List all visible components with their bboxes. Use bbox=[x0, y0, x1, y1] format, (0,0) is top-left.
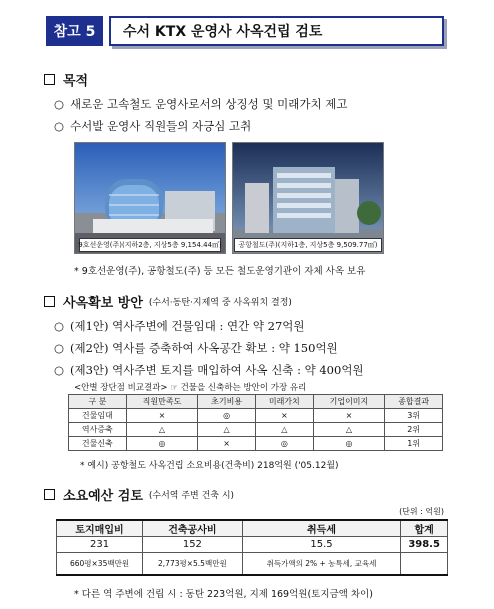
document-title: 수서 KTX 운영사 사옥건립 검토 bbox=[109, 16, 444, 46]
circle-bullet-icon: ○ bbox=[54, 119, 65, 133]
table-header-cell: 합계 bbox=[401, 520, 448, 537]
section-title: 사옥확보 방안 bbox=[63, 296, 143, 311]
table-cell: ◎ bbox=[126, 437, 198, 451]
plan-bullet-2: ○ (제2안) 역사를 증축하여 사옥공간 확보 : 약 150억원 bbox=[54, 341, 338, 355]
table-cell: × bbox=[126, 409, 198, 423]
table-cell: 역사증축 bbox=[69, 423, 127, 437]
table-cell: × bbox=[198, 437, 256, 451]
circle-bullet-icon: ○ bbox=[54, 319, 65, 333]
section-subtitle: (수서·동탄·지제역 중 사옥위치 결정) bbox=[148, 298, 292, 308]
table-row bbox=[69, 437, 443, 451]
purpose-bullet-2: ○ 수서발 운영사 직원들의 자긍심 고취 bbox=[54, 119, 252, 133]
table-cell: 취득가액의 2% + 농특세, 교육세 bbox=[242, 553, 401, 575]
table-cell: 231 bbox=[57, 537, 143, 553]
square-bullet-icon bbox=[44, 296, 55, 307]
table-cell: ◎ bbox=[313, 437, 385, 451]
purpose-bullet-1: ○ 새로운 고속철도 운영사로서의 상징성 및 미래가치 제고 bbox=[54, 97, 348, 111]
table-header-cell: 기업이미지 bbox=[313, 395, 385, 409]
table-header-cell: 구 분 bbox=[69, 395, 127, 409]
photo-caption-line9: 9호선운영(주)(지하2층, 지상5층 9,154.44㎡) bbox=[79, 238, 221, 252]
section-purpose-heading bbox=[44, 70, 88, 89]
table-cell: ◎ bbox=[198, 409, 256, 423]
table-row bbox=[69, 423, 443, 437]
table-header-cell: 직원만족도 bbox=[126, 395, 198, 409]
section-title: 목적 bbox=[63, 74, 89, 89]
table-cell: 1위 bbox=[385, 437, 443, 451]
reference-tag: 참고 5 bbox=[46, 16, 103, 46]
table-cell: △ bbox=[255, 423, 313, 437]
table-header-cell: 토지매입비 bbox=[57, 520, 143, 537]
table-cell: 15.5 bbox=[242, 537, 401, 553]
comparison-table bbox=[68, 394, 443, 451]
table-header-cell: 종합결과 bbox=[385, 395, 443, 409]
table-cell: × bbox=[255, 409, 313, 423]
table-header-row bbox=[69, 395, 443, 409]
section-budget-heading bbox=[44, 485, 234, 504]
table-cell: △ bbox=[198, 423, 256, 437]
plan-bullet-3: ○ (제3안) 역사주변 토지를 매입하여 사옥 신축 : 약 400억원 bbox=[54, 363, 364, 377]
table-cell: 2위 bbox=[385, 423, 443, 437]
circle-bullet-icon: ○ bbox=[54, 97, 65, 111]
square-bullet-icon bbox=[44, 74, 55, 85]
table-cell: 3위 bbox=[385, 409, 443, 423]
table-cell: × bbox=[313, 409, 385, 423]
table-cell: 152 bbox=[143, 537, 243, 553]
table-row bbox=[57, 537, 448, 553]
table-cell: △ bbox=[126, 423, 198, 437]
table-row bbox=[69, 409, 443, 423]
section-subtitle: (수서역 주변 건축 시) bbox=[148, 491, 235, 501]
table-cell: 2,773평×5.5백만원 bbox=[143, 553, 243, 575]
table-row bbox=[57, 553, 448, 575]
table-header-cell: 초기비용 bbox=[198, 395, 256, 409]
section1-note: * 9호선운영(주), 공항철도(주) 등 모든 철도운영기관이 자체 사옥 보유 bbox=[74, 266, 366, 277]
circle-bullet-icon: ○ bbox=[54, 363, 65, 377]
table-header-row bbox=[57, 520, 448, 537]
table-header-cell: 건축공사비 bbox=[143, 520, 243, 537]
table-cell: 660평×35백만원 bbox=[57, 553, 143, 575]
table-cell bbox=[401, 553, 448, 575]
square-bullet-icon bbox=[44, 489, 55, 500]
table-header-cell: 미래가치 bbox=[255, 395, 313, 409]
table-header-cell: 취득세 bbox=[242, 520, 401, 537]
document-header bbox=[46, 16, 444, 46]
table-cell: 건물임대 bbox=[69, 409, 127, 423]
compare-caption: <안별 장단점 비교결과> ☞ 건물을 신축하는 방안이 가장 유리 bbox=[74, 383, 307, 393]
section-title: 소요예산 검토 bbox=[63, 489, 143, 504]
table-cell: ◎ bbox=[255, 437, 313, 451]
plan-bullet-1: ○ (제1안) 역사주변에 건물임대 : 연간 약 27억원 bbox=[54, 319, 305, 333]
table-cell-total: 398.5 bbox=[401, 537, 448, 553]
section2-note: * 예시) 공항철도 사옥건립 소요비용(건축비) 218억원 ('05.12월) bbox=[80, 461, 339, 471]
table-cell: 건물신축 bbox=[69, 437, 127, 451]
unit-label: (단위 : 억원) bbox=[399, 507, 444, 516]
budget-table bbox=[56, 519, 448, 576]
section-plan-heading bbox=[44, 292, 292, 311]
circle-bullet-icon: ○ bbox=[54, 341, 65, 355]
table-cell: △ bbox=[313, 423, 385, 437]
photo-caption-airport-railroad: 공항철도(주)(지하1층, 지상5층 9,509.77㎡) bbox=[234, 238, 382, 252]
section3-note: * 다른 역 주변에 건립 시 : 동탄 223억원, 지제 169억원(토지금액 차이) bbox=[74, 589, 373, 600]
